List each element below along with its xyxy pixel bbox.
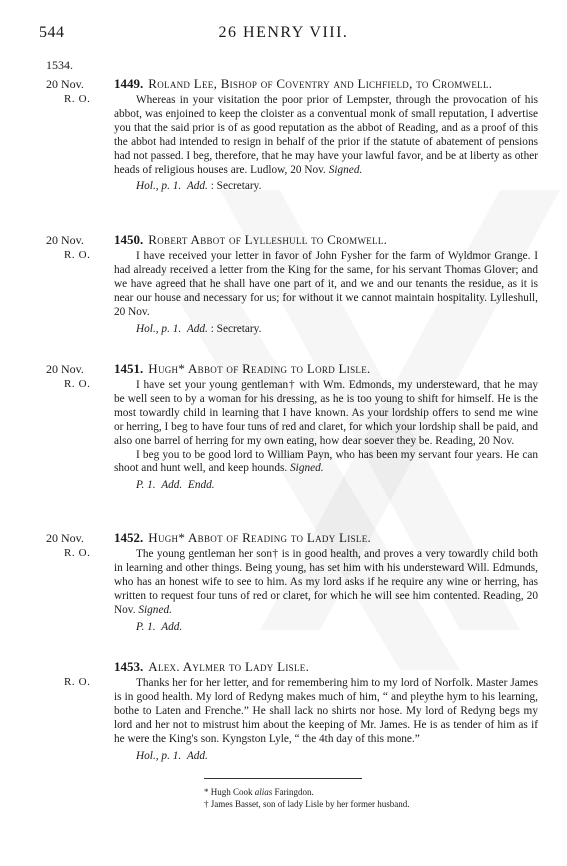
- footnote-text-end: Faringdon.: [272, 787, 314, 797]
- page-number: 544: [39, 24, 65, 41]
- entry-meta: [114, 620, 538, 634]
- footnotes: [204, 786, 409, 810]
- meta-rest: : Secretary.: [210, 322, 262, 335]
- entry-body-text: The young gentleman her son† is in good health, and proves a very towardly child both in learning and other things. Being young, has set him with his understeward Will. Edmunds, who has an honest wife to see to him. As my lord asks if he require any wine or herring, has written to request four tuns of red or claret, for which he will see him contented. Reading, 20 Nov.: [114, 548, 538, 616]
- entry-content: [114, 76, 538, 194]
- footnote-mark: †: [204, 799, 209, 809]
- meta-ref: Hol., p. 1.: [136, 749, 182, 762]
- entry-meta: [114, 179, 538, 193]
- entry-heading: Roland Lee, Bishop of Coventry and Lichfield, to Cromwell.: [148, 76, 493, 91]
- page-header: [0, 24, 567, 44]
- entry-heading: Hugh* Abbot of Reading to Lady Lisle.: [148, 530, 372, 545]
- meta-add: Add.: [161, 479, 183, 492]
- entry-meta: [114, 322, 538, 336]
- entry-meta: [114, 478, 538, 492]
- footnote-text: James Basset, son of lady Lisle by her former husband.: [210, 799, 410, 809]
- meta-add: Add.: [161, 620, 183, 633]
- entry-number: 1450.: [114, 232, 144, 247]
- entry-heading: Robert Abbot of Lylleshull to Cromwell.: [148, 232, 388, 247]
- meta-rest: : Secretary.: [210, 180, 262, 193]
- entry-source: R. O.: [64, 378, 91, 390]
- signed-note: Signed.: [138, 603, 172, 616]
- entry-title: [114, 361, 538, 377]
- entry-body: [114, 94, 538, 177]
- entry-content: [114, 361, 538, 492]
- entry-meta: [114, 749, 538, 763]
- entry-body: I have set your young gentleman† with Wm. Edmonds, my understeward, that he may be well seen to by a woman for his dressing, as he is too young to shift for himself. He is the most towardly child in learning that I have known. As your lordship offers to send me wine or herring, I beg to have four tuns of red and claret, for which your lordship shall be paid, and also one barrel of herring for my own eating, how dear soever they be. Reading, 20 Nov.: [114, 379, 538, 447]
- footnote-mark: *: [204, 787, 209, 797]
- running-head: 26 HENRY VIII.: [218, 24, 349, 41]
- entry-body: Thanks her for her letter, and for remembering him to my lord of Norfolk. Master James is in good health. My lord of Redyng makes much of him, “ and pleythe hym to his learning, bothe to Laten and Frenche.” He shall lack no shirts nor hose. My lord of Redyng begs my lord and her not to mistrust him about the keeping of Mr. James. He is as tender of him as if he were the King's son. Kyngston Lyle, “ the 4th day of this mone.”: [114, 677, 538, 745]
- entry-body: [114, 548, 538, 618]
- footnote-rule: [204, 778, 362, 779]
- entry-title: [114, 659, 538, 675]
- entry-body-text: I beg you to be good lord to William Payn, who has been my servant four years. He can shoot and hunt well, and keep hounds.: [114, 448, 538, 475]
- entry-date: 20 Nov.: [46, 233, 84, 247]
- meta-add: Add.: [186, 180, 208, 193]
- entry-number: 1453.: [114, 659, 144, 674]
- signed-note: Signed.: [290, 462, 324, 475]
- entry-body: I have received your letter in favor of John Fysher for the farm of Wyldmor Grange. I had already received a letter from the King for the same, for his servant Thomas Glover; and we have agreed that he shall have one part of it, and we and our tenants the residue, as it is near our house and necessary for us; for without it we cannot maintain hospitality. Lylleshull, 20 Nov.: [114, 250, 538, 318]
- entry-content: [114, 530, 538, 634]
- meta-rest: Endd.: [187, 479, 215, 492]
- signed-note: Signed.: [328, 163, 363, 176]
- entry-heading: Alex. Aylmer to Lady Lisle.: [148, 659, 310, 674]
- entry-source: R. O.: [64, 249, 91, 261]
- entry-number: 1449.: [114, 76, 144, 91]
- entry-title: [114, 76, 538, 92]
- entry-body-continued: [114, 449, 538, 477]
- entry-source: R. O.: [64, 547, 91, 559]
- entry-source: R. O.: [64, 93, 91, 105]
- meta-ref: Hol., p. 1.: [136, 322, 182, 335]
- meta-ref: Hol., p. 1.: [136, 180, 182, 193]
- entry-heading: Hugh* Abbot of Reading to Lord Lisle.: [148, 361, 371, 376]
- entry-body-text: Whereas in your visitation the poor prior of Lempster, through the provocation of his abbot, was enjoined to keep the cloister as a conventual monk of small reputation, I advertise you that the said prior is of as good reputation as the abbot of Reading, and as a proof of this the abbot had intended to resign in behalf of the prior if the statute of abatement of pensions had not passed. I beg, therefore, that he may have your lawful favor, and be at liberty as other heads of religious houses are. Ludlow, 20 Nov.: [114, 94, 538, 176]
- entry-number: 1451.: [114, 361, 144, 376]
- meta-ref: P. 1.: [136, 620, 156, 633]
- footnote: [204, 798, 409, 810]
- entry-date: 20 Nov.: [46, 531, 84, 545]
- entry-source: R. O.: [64, 676, 91, 688]
- footnote: [204, 786, 409, 798]
- entry-title: [114, 530, 538, 546]
- meta-add: Add.: [186, 749, 208, 762]
- entry-date: 20 Nov.: [46, 362, 84, 376]
- entry-title: [114, 232, 538, 248]
- footnote-italic: alias: [254, 787, 273, 797]
- footnote-text: Hugh Cook: [210, 787, 255, 797]
- entry-content: [114, 232, 538, 336]
- meta-add: Add.: [186, 322, 208, 335]
- year-marker: 1534.: [46, 58, 73, 72]
- entry-date: 20 Nov.: [46, 77, 84, 91]
- entry-number: 1452.: [114, 530, 144, 545]
- meta-ref: P. 1.: [136, 479, 156, 492]
- entry-content: [114, 659, 538, 763]
